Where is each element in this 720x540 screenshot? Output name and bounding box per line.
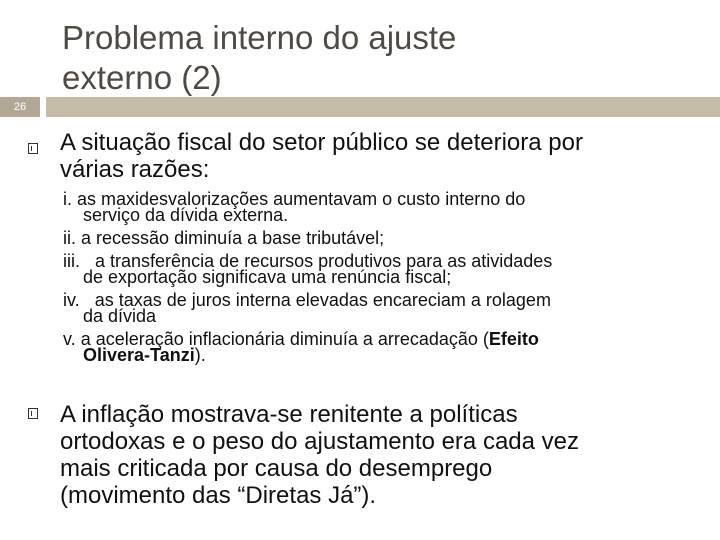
- list-item: [63, 331, 718, 363]
- list-text: a recessão diminuía a base tributável;: [81, 228, 385, 248]
- slide-title: [62, 18, 702, 98]
- bullet-item-fiscal-situation: [60, 129, 715, 183]
- bullet-line: A situação fiscal do setor público se deteriora por: [60, 129, 583, 156]
- list-text: ).: [194, 345, 206, 365]
- list-number: iii.: [63, 251, 80, 271]
- list-item: [63, 292, 718, 324]
- slide-title-line-1: Problema interno do ajuste: [62, 19, 457, 56]
- list-text: a aceleração inflacionária diminuía a arrecadação (: [80, 329, 489, 349]
- list-item: [63, 191, 718, 223]
- list-text: da dívida: [83, 306, 157, 326]
- bullet-line: mais criticada por causa do desemprego: [60, 455, 493, 482]
- bullet-line: várias razões:: [60, 156, 210, 183]
- list-text-bold: Efeito: [488, 329, 539, 349]
- bullet-item-inflation: [60, 401, 715, 509]
- list-text: de exportação significava uma renúncia fiscal;: [83, 267, 452, 287]
- list-number: ii.: [63, 228, 76, 248]
- list-text: as taxas de juros interna elevadas encareciam a rolagem: [94, 290, 551, 310]
- square-bullet-icon: [28, 408, 38, 419]
- list-text: as maxidesvalorizações aumentavam o custo interno do: [77, 189, 526, 209]
- list-number: iv.: [63, 290, 80, 310]
- square-bullet-icon: [28, 143, 38, 154]
- bullet-line: A inflação mostrava-se renitente a políticas: [60, 401, 518, 428]
- bullet-line: ortodoxas e o peso do ajustamento era cada vez: [60, 428, 579, 455]
- slide-number-badge: 26: [0, 97, 40, 117]
- reasons-list: [63, 191, 718, 370]
- header-divider-bar: [46, 97, 720, 117]
- list-number: v.: [63, 329, 76, 349]
- slide-title-line-2: externo (2): [62, 59, 222, 96]
- list-text: serviço da dívida externa.: [83, 205, 289, 225]
- bullet-line: (movimento das “Diretas Já”).: [60, 482, 377, 509]
- list-text: a transferência de recursos produtivos para as atividades: [95, 251, 553, 271]
- list-text-bold: Olivera-Tanzi: [83, 345, 195, 365]
- list-number: i.: [63, 189, 72, 209]
- list-item: [63, 230, 718, 246]
- list-item: [63, 253, 718, 285]
